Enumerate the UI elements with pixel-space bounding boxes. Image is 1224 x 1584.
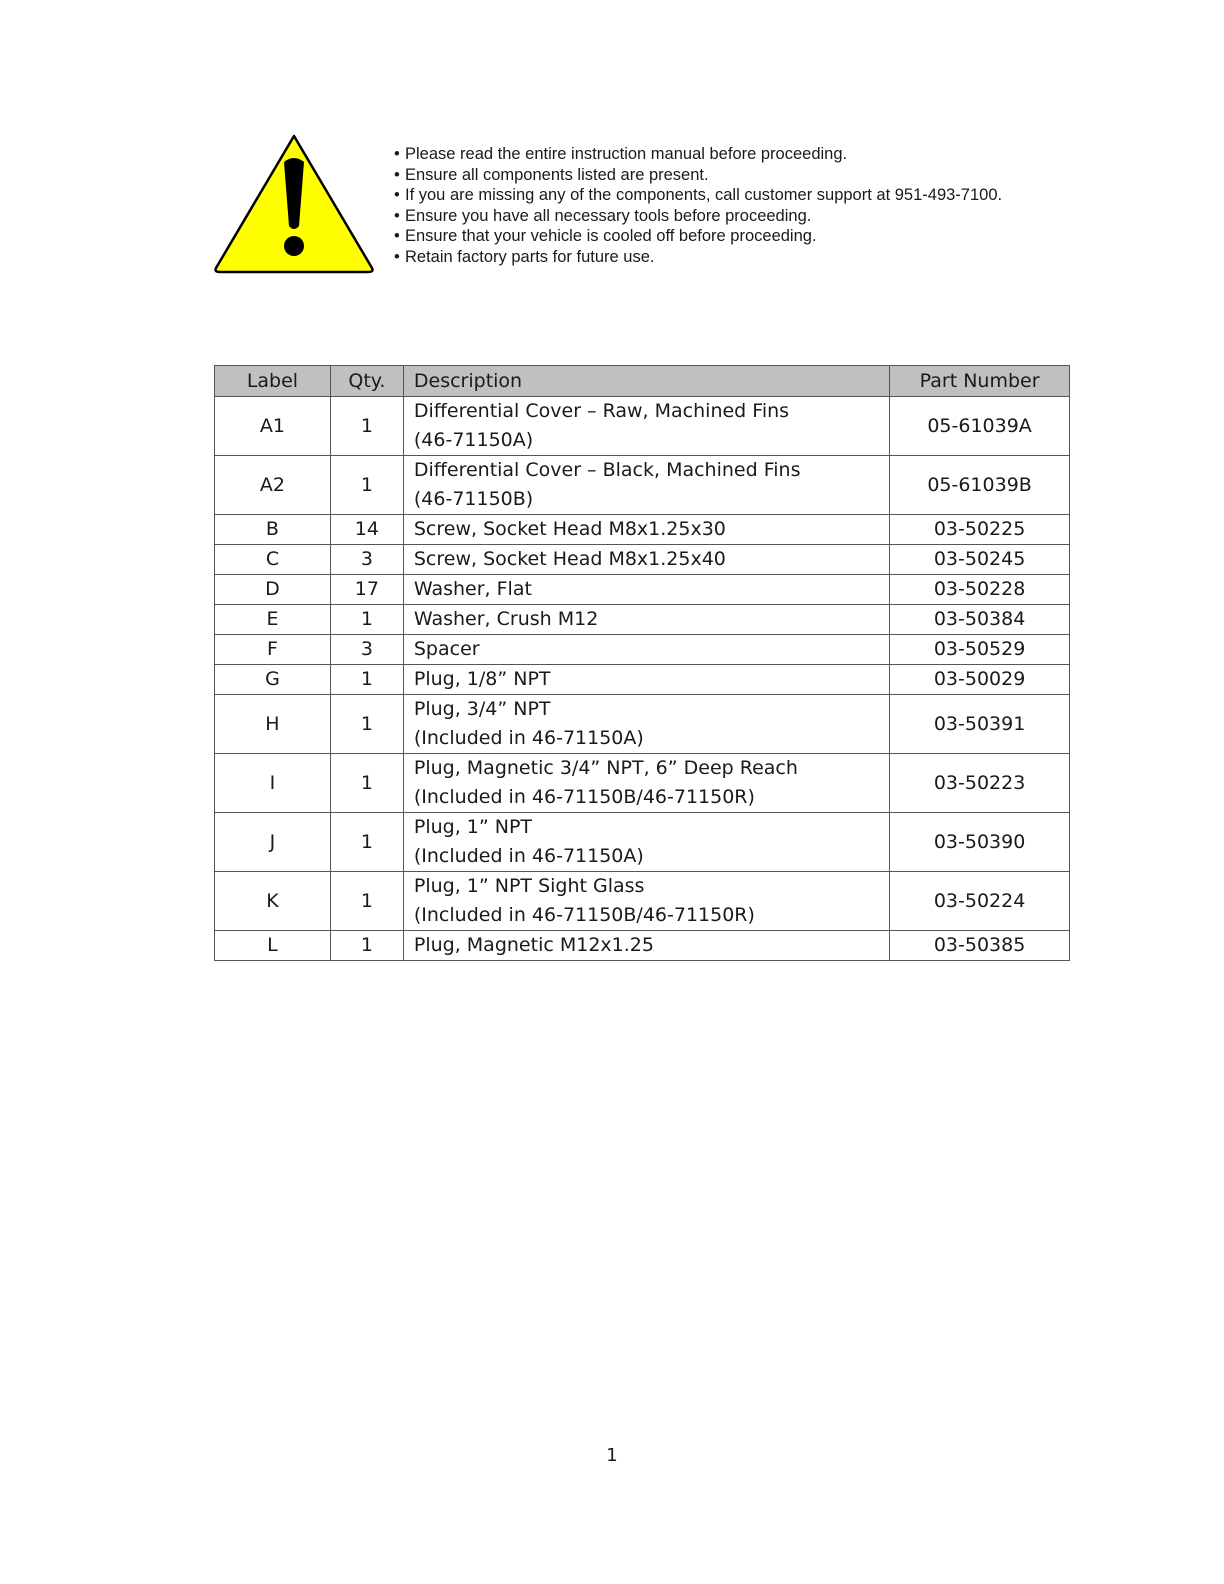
bullet: •	[394, 186, 400, 204]
cell-description	[403, 665, 889, 695]
desc-line: Plug, Magnetic M12x1.25	[413, 934, 654, 956]
cell-label: B	[215, 515, 331, 545]
cell-label: H	[215, 695, 331, 754]
table-row	[215, 635, 1070, 665]
desc-line: Washer, Crush M12	[413, 608, 599, 630]
note-text: Ensure that your vehicle is cooled off before proceeding.	[405, 227, 817, 245]
cell-label: C	[215, 545, 331, 575]
desc-line: (46-71150A)	[413, 429, 534, 451]
cell-label: I	[215, 754, 331, 813]
desc-line: Washer, Flat	[413, 578, 532, 600]
note-text: Please read the entire instruction manual before proceeding.	[405, 145, 848, 163]
cell-qty: 17	[330, 575, 403, 605]
header-label: Label	[215, 366, 331, 397]
cell-description	[403, 545, 889, 575]
desc-line: Plug, 1” NPT	[413, 816, 533, 838]
cell-qty: 3	[330, 545, 403, 575]
table-row	[215, 872, 1070, 931]
cell-qty: 3	[330, 635, 403, 665]
warning-note	[394, 226, 1002, 247]
cell-part-number: 03-50391	[890, 695, 1070, 754]
header-description: Description	[403, 366, 889, 397]
cell-label: A2	[215, 456, 331, 515]
cell-part-number: 03-50390	[890, 813, 1070, 872]
note-text: Ensure all components listed are present.	[405, 165, 709, 184]
cell-description	[403, 635, 889, 665]
cell-part-number: 03-50224	[890, 872, 1070, 931]
cell-description	[403, 695, 889, 754]
desc-line: (46-71150B)	[413, 488, 534, 510]
cell-qty: 1	[330, 931, 403, 961]
cell-description	[403, 872, 889, 931]
cell-qty: 1	[330, 754, 403, 813]
cell-qty: 1	[330, 456, 403, 515]
warning-notes	[394, 144, 1002, 267]
cell-part-number: 03-50529	[890, 635, 1070, 665]
warning-triangle-icon	[212, 132, 376, 276]
parts-table	[214, 365, 1070, 961]
table-row	[215, 931, 1070, 961]
table-row	[215, 695, 1070, 754]
desc-line: (Included in 46-71150A)	[413, 845, 644, 867]
note-text: Retain factory parts for future use.	[405, 247, 655, 266]
table-header-row	[215, 366, 1070, 397]
desc-line: Plug, 3/4” NPT	[413, 698, 551, 720]
desc-line: Plug, Magnetic 3/4” NPT, 6” Deep Reach	[413, 757, 798, 779]
desc-line: Screw, Socket Head M8x1.25x40	[413, 548, 726, 570]
cell-label: E	[215, 605, 331, 635]
desc-line: Plug, 1/8” NPT	[413, 668, 551, 690]
warning-note	[394, 165, 1002, 186]
cell-label: J	[215, 813, 331, 872]
desc-line: Differential Cover – Black, Machined Fins	[413, 459, 801, 481]
desc-line: (Included in 46-71150B/46-71150R)	[413, 786, 755, 808]
warning-note	[394, 247, 1002, 268]
desc-line: (Included in 46-71150A)	[413, 727, 644, 749]
cell-label: G	[215, 665, 331, 695]
cell-part-number: 03-50384	[890, 605, 1070, 635]
cell-part-number: 03-50228	[890, 575, 1070, 605]
cell-part-number: 05-61039A	[890, 397, 1070, 456]
table-row	[215, 456, 1070, 515]
table-row	[215, 545, 1070, 575]
bullet: •	[394, 145, 400, 163]
cell-description	[403, 605, 889, 635]
cell-label: D	[215, 575, 331, 605]
cell-part-number: 05-61039B	[890, 456, 1070, 515]
cell-description	[403, 397, 889, 456]
table-row	[215, 575, 1070, 605]
table-row	[215, 665, 1070, 695]
table-row	[215, 515, 1070, 545]
table-row	[215, 397, 1070, 456]
cell-qty: 1	[330, 605, 403, 635]
desc-line: Spacer	[413, 638, 480, 660]
warning-note	[394, 185, 1002, 206]
cell-description	[403, 575, 889, 605]
table-row	[215, 605, 1070, 635]
cell-part-number: 03-50029	[890, 665, 1070, 695]
cell-part-number: 03-50225	[890, 515, 1070, 545]
header-part-number: Part Number	[890, 366, 1070, 397]
cell-description	[403, 456, 889, 515]
warning-note	[394, 206, 1002, 227]
table-row	[215, 754, 1070, 813]
cell-qty: 1	[330, 695, 403, 754]
cell-label: L	[215, 931, 331, 961]
cell-label: F	[215, 635, 331, 665]
note-text: If you are missing any of the components, call customer support at 951-493-7100.	[405, 186, 1003, 204]
bullet: •	[394, 165, 400, 184]
cell-description	[403, 515, 889, 545]
bullet: •	[394, 227, 400, 245]
cell-description	[403, 754, 889, 813]
desc-line: Screw, Socket Head M8x1.25x30	[413, 518, 726, 540]
cell-qty: 1	[330, 813, 403, 872]
desc-line: Plug, 1” NPT Sight Glass	[413, 875, 645, 897]
table-row	[215, 813, 1070, 872]
page-number: 1	[606, 1445, 618, 1466]
cell-qty: 14	[330, 515, 403, 545]
cell-part-number: 03-50245	[890, 545, 1070, 575]
cell-label: K	[215, 872, 331, 931]
bullet: •	[394, 206, 400, 225]
cell-qty: 1	[330, 872, 403, 931]
cell-qty: 1	[330, 665, 403, 695]
cell-description	[403, 931, 889, 961]
cell-description	[403, 813, 889, 872]
desc-line: Differential Cover – Raw, Machined Fins	[413, 400, 790, 422]
warning-note	[394, 144, 1002, 165]
header-qty: Qty.	[330, 366, 403, 397]
note-text: Ensure you have all necessary tools before proceeding.	[405, 206, 812, 225]
desc-line: (Included in 46-71150B/46-71150R)	[413, 904, 755, 926]
cell-part-number: 03-50385	[890, 931, 1070, 961]
bullet: •	[394, 247, 400, 266]
cell-part-number: 03-50223	[890, 754, 1070, 813]
cell-qty: 1	[330, 397, 403, 456]
warning-block	[212, 132, 1072, 277]
cell-label: A1	[215, 397, 331, 456]
